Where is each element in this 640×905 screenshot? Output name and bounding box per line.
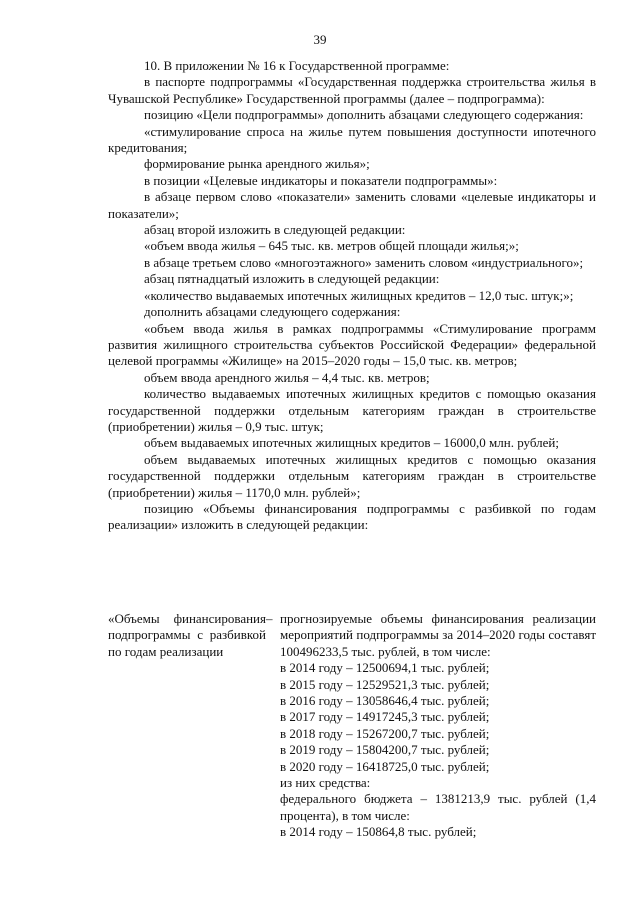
paragraph: «объем ввода жилья – 645 тыс. кв. метров общей площади жилья;»; [144,238,519,254]
federal-budget-line: федерального бюджета – 1381213,9 тыс. рублей (1,4 процента), в том числе: [280,791,596,823]
paragraph: объем выдаваемых ипотечных жилищных кредитов – 16000,0 млн. рублей; [144,435,559,451]
paragraph: в абзаце первом слово «показатели» заменить словами «целевые индикаторы и показатели»; [108,189,596,221]
paragraph: дополнить абзацами следующего содержания: [144,304,401,320]
paragraph: «объем ввода жилья в рамках подпрограммы «Стимулирование программ развития жилищного строительства субъектов Российской Федерации» федеральной целевой программы «Жилище» на 2015–2020 годы – 15,0 тыс. кв. метров; [108,320,596,369]
funding-sources-heading: из них средства: [280,775,371,791]
paragraph: в абзаце третьем слово «многоэтажного» заменить словом «индустриального»; [144,254,584,270]
paragraph: позицию «Объемы финансирования подпрограммы с разбивкой по годам реализации» изложить в следующей редакции: [108,500,596,533]
page-number: 39 [313,32,327,47]
paragraph: «стимулирование спроса на жилье путем повышения доступности ипотечного кредитования; [108,123,596,156]
paragraph: абзац второй изложить в следующей редакции: [144,222,406,238]
paragraph: в позиции «Целевые индикаторы и показатели подпрограммы»: [144,172,498,188]
funding-year-line: в 2018 году – 15267200,7 тыс. рублей; [280,725,490,741]
funding-year-line: в 2016 году – 13058646,4 тыс. рублей; [280,693,490,709]
document-body [108,58,596,534]
paragraph: «количество выдаваемых ипотечных жилищных кредитов – 12,0 тыс. штук;»; [144,287,574,303]
funding-year-line: в 2019 году – 15804200,7 тыс. рублей; [280,742,490,758]
funding-year-line: в 2017 году – 14917245,3 тыс. рублей; [280,709,490,725]
paragraph: объем ввода арендного жилья – 4,4 тыс. кв. метров; [144,369,430,385]
funding-year-line: в 2014 году – 12500694,1 тыс. рублей; [280,660,490,676]
paragraph: в паспорте подпрограммы «Государственная поддержка строительства жилья в Чувашской Республике» Государственной программы (далее – подпрограмма): [108,74,596,106]
funding-year-line: в 2015 году – 12529521,3 тыс. рублей; [280,676,490,692]
paragraph: абзац пятнадцатый изложить в следующей редакции: [144,271,440,287]
paragraph: количество выдаваемых ипотечных жилищных кредитов с помощью оказания государственной поддержки отдельным категориям граждан в строительстве (приобретении) жилья – 0,9 тыс. штук; [108,386,596,434]
paragraph: формирование рынка арендного жилья»; [144,156,370,172]
funding-year-line: в 2020 году – 16418725,0 тыс. рублей; [280,758,490,774]
funding-intro: прогнозируемые объемы финансирования реализации мероприятий подпрограммы за 2014–2020 годы составят 100496233,5 тыс. рублей, в том числе: [280,611,596,659]
table-position-value [280,611,596,841]
paragraph: 10. В приложении № 16 к Государственной программе: [144,58,450,73]
federal-year-line: в 2014 году – 150864,8 тыс. рублей; [280,824,477,840]
paragraph: объем выдаваемых ипотечных жилищных кредитов с помощью оказания государственной поддержки отдельным категориям граждан в строительстве (приобретении) жилья – 1170,0 млн. рублей»; [108,451,596,500]
paragraph: позицию «Цели подпрограммы» дополнить абзацами следующего содержания: [144,107,584,123]
table-position-label: «Объемы финансирования подпрограммы с разбивкой по годам реализации [108,611,266,659]
table-dash: – [266,611,273,626]
